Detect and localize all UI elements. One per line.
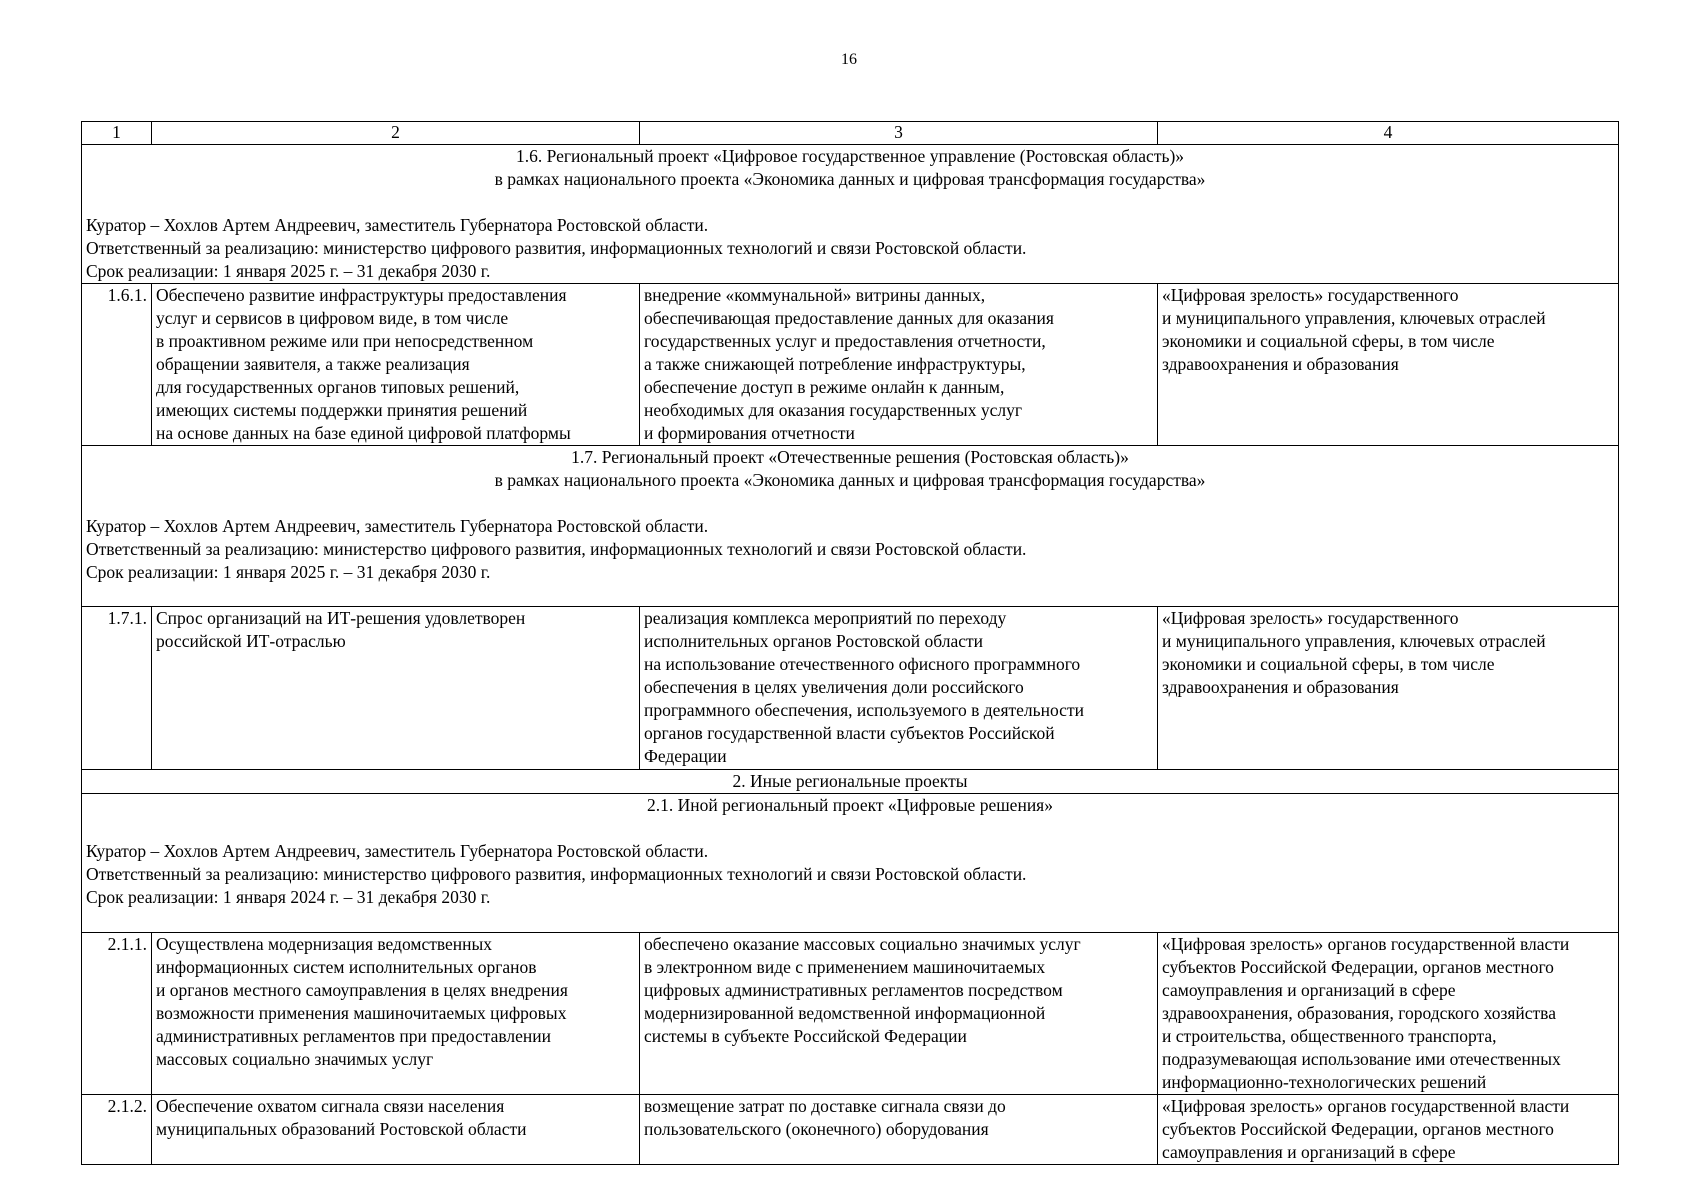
result-cell xyxy=(152,607,640,770)
project-title-line: 2.1. Иной региональный проект «Цифровые решения» xyxy=(647,795,1053,815)
curator-line: Куратор – Хохлов Артем Андреевич, заместитель Губернатора Ростовской области. xyxy=(86,841,709,861)
indicator-line: самоуправления и организаций в сфере xyxy=(1162,980,1456,1000)
indicator-line: информационно-технологических решений xyxy=(1162,1072,1487,1092)
responsible-line: Ответственный за реализацию: министерство цифрового развития, информационных технологий и связи Ростовской области. xyxy=(86,539,1027,559)
result-line: Обеспечено развитие инфраструктуры предоставления xyxy=(156,285,567,305)
row-number: 2.1.2. xyxy=(82,1095,152,1165)
responsible-line: Ответственный за реализацию: министерство цифрового развития, информационных технологий и связи Ростовской области. xyxy=(86,238,1027,258)
indicator-line: субъектов Российской Федерации, органов местного xyxy=(1162,957,1554,977)
indicator-line: здравоохранения и образования xyxy=(1162,677,1399,697)
project-row-2-1 xyxy=(82,794,1619,933)
indicator-line: субъектов Российской Федерации, органов местного xyxy=(1162,1119,1554,1139)
indicator-line: и строительства, общественного транспорта, xyxy=(1162,1026,1497,1046)
indicator-line: здравоохранения, образования, городского хозяйства xyxy=(1162,1003,1556,1023)
section-row-2 xyxy=(82,770,1619,794)
characteristic-cell xyxy=(640,284,1158,446)
curator-line: Куратор – Хохлов Артем Андреевич, заместитель Губернатора Ростовской области. xyxy=(86,215,709,235)
indicator-line: здравоохранения и образования xyxy=(1162,354,1399,374)
result-line: информационных систем исполнительных органов xyxy=(156,957,537,977)
result-line: услуг и сервисов в цифровом виде, в том числе xyxy=(156,308,509,328)
characteristic-line: обеспечивающая предоставление данных для оказания xyxy=(644,308,1054,328)
characteristic-line: обеспечено оказание массовых социально значимых услуг xyxy=(644,934,1081,954)
characteristic-line: реализация комплекса мероприятий по переходу xyxy=(644,608,1007,628)
indicator-line: и муниципального управления, ключевых отраслей xyxy=(1162,631,1546,651)
indicator-line: «Цифровая зрелость» органов государственной власти xyxy=(1162,1096,1570,1116)
indicator-cell xyxy=(1158,933,1619,1095)
page-number: 16 xyxy=(841,51,857,68)
column-header-3: 3 xyxy=(640,122,1158,145)
result-line: на основе данных на базе единой цифровой платформы xyxy=(156,423,571,443)
curator-line: Куратор – Хохлов Артем Андреевич, заместитель Губернатора Ростовской области. xyxy=(86,516,709,536)
result-line: в проактивном режиме или при непосредственном xyxy=(156,331,534,351)
result-line: административных регламентов при предоставлении xyxy=(156,1026,551,1046)
project-title-line: в рамках национального проекта «Экономика данных и цифровая трансформация государства» xyxy=(494,470,1206,490)
characteristic-cell xyxy=(640,933,1158,1095)
characteristic-line: и формирования отчетности xyxy=(644,423,855,443)
row-number: 1.7.1. xyxy=(82,607,152,770)
characteristic-cell xyxy=(640,1095,1158,1165)
row-number: 1.6.1. xyxy=(82,284,152,446)
characteristic-cell xyxy=(640,607,1158,770)
column-header-1: 1 xyxy=(82,122,152,145)
characteristic-line: внедрение «коммунальной» витрины данных, xyxy=(644,285,986,305)
measures-table xyxy=(81,121,1619,1165)
result-line: Спрос организаций на ИТ-решения удовлетворен xyxy=(156,608,526,628)
column-header-row xyxy=(82,122,1619,145)
characteristic-line: системы в субъекте Российской Федерации xyxy=(644,1026,967,1046)
indicator-line: и муниципального управления, ключевых отраслей xyxy=(1162,308,1546,328)
indicator-line: подразумевающая использование ими отечественных xyxy=(1162,1049,1561,1069)
result-line: муниципальных образований Ростовской области xyxy=(156,1119,527,1139)
result-line: Осуществлена модернизация ведомственных xyxy=(156,934,493,954)
column-header-4: 4 xyxy=(1158,122,1619,145)
characteristic-line: цифровых административных регламентов посредством xyxy=(644,980,1063,1000)
indicator-line: самоуправления и организаций в сфере xyxy=(1162,1142,1456,1162)
term-line: Срок реализации: 1 января 2024 г. – 31 декабря 2030 г. xyxy=(86,887,491,907)
indicator-cell xyxy=(1158,1095,1619,1165)
result-line: Обеспечение охватом сигнала связи населения xyxy=(156,1096,505,1116)
indicator-line: экономики и социальной сферы, в том числе xyxy=(1162,331,1495,351)
table-row-1-6-1 xyxy=(82,284,1619,446)
indicator-cell xyxy=(1158,284,1619,446)
characteristic-line: государственных услуг и предоставления отчетности, xyxy=(644,331,1046,351)
project-title-line: в рамках национального проекта «Экономика данных и цифровая трансформация государства» xyxy=(494,169,1206,189)
characteristic-line: Федерации xyxy=(644,746,727,766)
result-line: возможности применения машиночитаемых цифровых xyxy=(156,1003,567,1023)
project-block-1-7 xyxy=(82,446,1619,607)
indicator-line: «Цифровая зрелость» государственного xyxy=(1162,285,1459,305)
characteristic-line: необходимых для оказания государственных услуг xyxy=(644,400,1022,420)
characteristic-line: возмещение затрат по доставке сигнала связи до xyxy=(644,1096,1006,1116)
result-line: для государственных органов типовых решений, xyxy=(156,377,520,397)
characteristic-line: программного обеспечения, используемого в деятельности xyxy=(644,700,1084,720)
table-row-1-7-1 xyxy=(82,607,1619,770)
section-title: 2. Иные региональные проекты xyxy=(82,770,1619,794)
characteristic-line: а также снижающей потребление инфраструктуры, xyxy=(644,354,1026,374)
characteristic-line: пользовательского (оконечного) оборудования xyxy=(644,1119,989,1139)
result-line: массовых социально значимых услуг xyxy=(156,1049,434,1069)
result-line: российской ИТ-отраслью xyxy=(156,631,346,651)
result-line: и органов местного самоуправления в целях внедрения xyxy=(156,980,568,1000)
characteristic-line: модернизированной ведомственной информационной xyxy=(644,1003,1046,1023)
row-number: 2.1.1. xyxy=(82,933,152,1095)
term-line: Срок реализации: 1 января 2025 г. – 31 декабря 2030 г. xyxy=(86,562,491,582)
indicator-line: «Цифровая зрелость» органов государственной власти xyxy=(1162,934,1570,954)
project-block-2-1 xyxy=(82,794,1619,933)
characteristic-line: исполнительных органов Ростовской области xyxy=(644,631,984,651)
responsible-line: Ответственный за реализацию: министерство цифрового развития, информационных технологий и связи Ростовской области. xyxy=(86,864,1027,884)
characteristic-line: органов государственной власти субъектов Российской xyxy=(644,723,1055,743)
indicator-line: экономики и социальной сферы, в том числе xyxy=(1162,654,1495,674)
table-row-2-1-1 xyxy=(82,933,1619,1095)
characteristic-line: обеспечения в целях увеличения доли российского xyxy=(644,677,1024,697)
result-line: обращении заявителя, а также реализация xyxy=(156,354,470,374)
result-line: имеющих системы поддержки принятия решений xyxy=(156,400,528,420)
project-title-line: 1.7. Региональный проект «Отечественные решения (Ростовская область)» xyxy=(571,447,1129,467)
project-row-1-7 xyxy=(82,446,1619,607)
characteristic-line: в электронном виде с применением машиночитаемых xyxy=(644,957,1046,977)
project-row-1-6 xyxy=(82,145,1619,284)
project-block-1-6 xyxy=(82,145,1619,284)
project-title-line: 1.6. Региональный проект «Цифровое государственное управление (Ростовская область)» xyxy=(515,146,1185,166)
term-line: Срок реализации: 1 января 2025 г. – 31 декабря 2030 г. xyxy=(86,261,491,281)
result-cell xyxy=(152,284,640,446)
characteristic-line: обеспечение доступ в режиме онлайн к данным, xyxy=(644,377,1005,397)
indicator-cell xyxy=(1158,607,1619,770)
result-cell xyxy=(152,933,640,1095)
indicator-line: «Цифровая зрелость» государственного xyxy=(1162,608,1459,628)
result-cell xyxy=(152,1095,640,1165)
column-header-2: 2 xyxy=(152,122,640,145)
table-row-2-1-2 xyxy=(82,1095,1619,1165)
characteristic-line: на использование отечественного офисного программного xyxy=(644,654,1081,674)
